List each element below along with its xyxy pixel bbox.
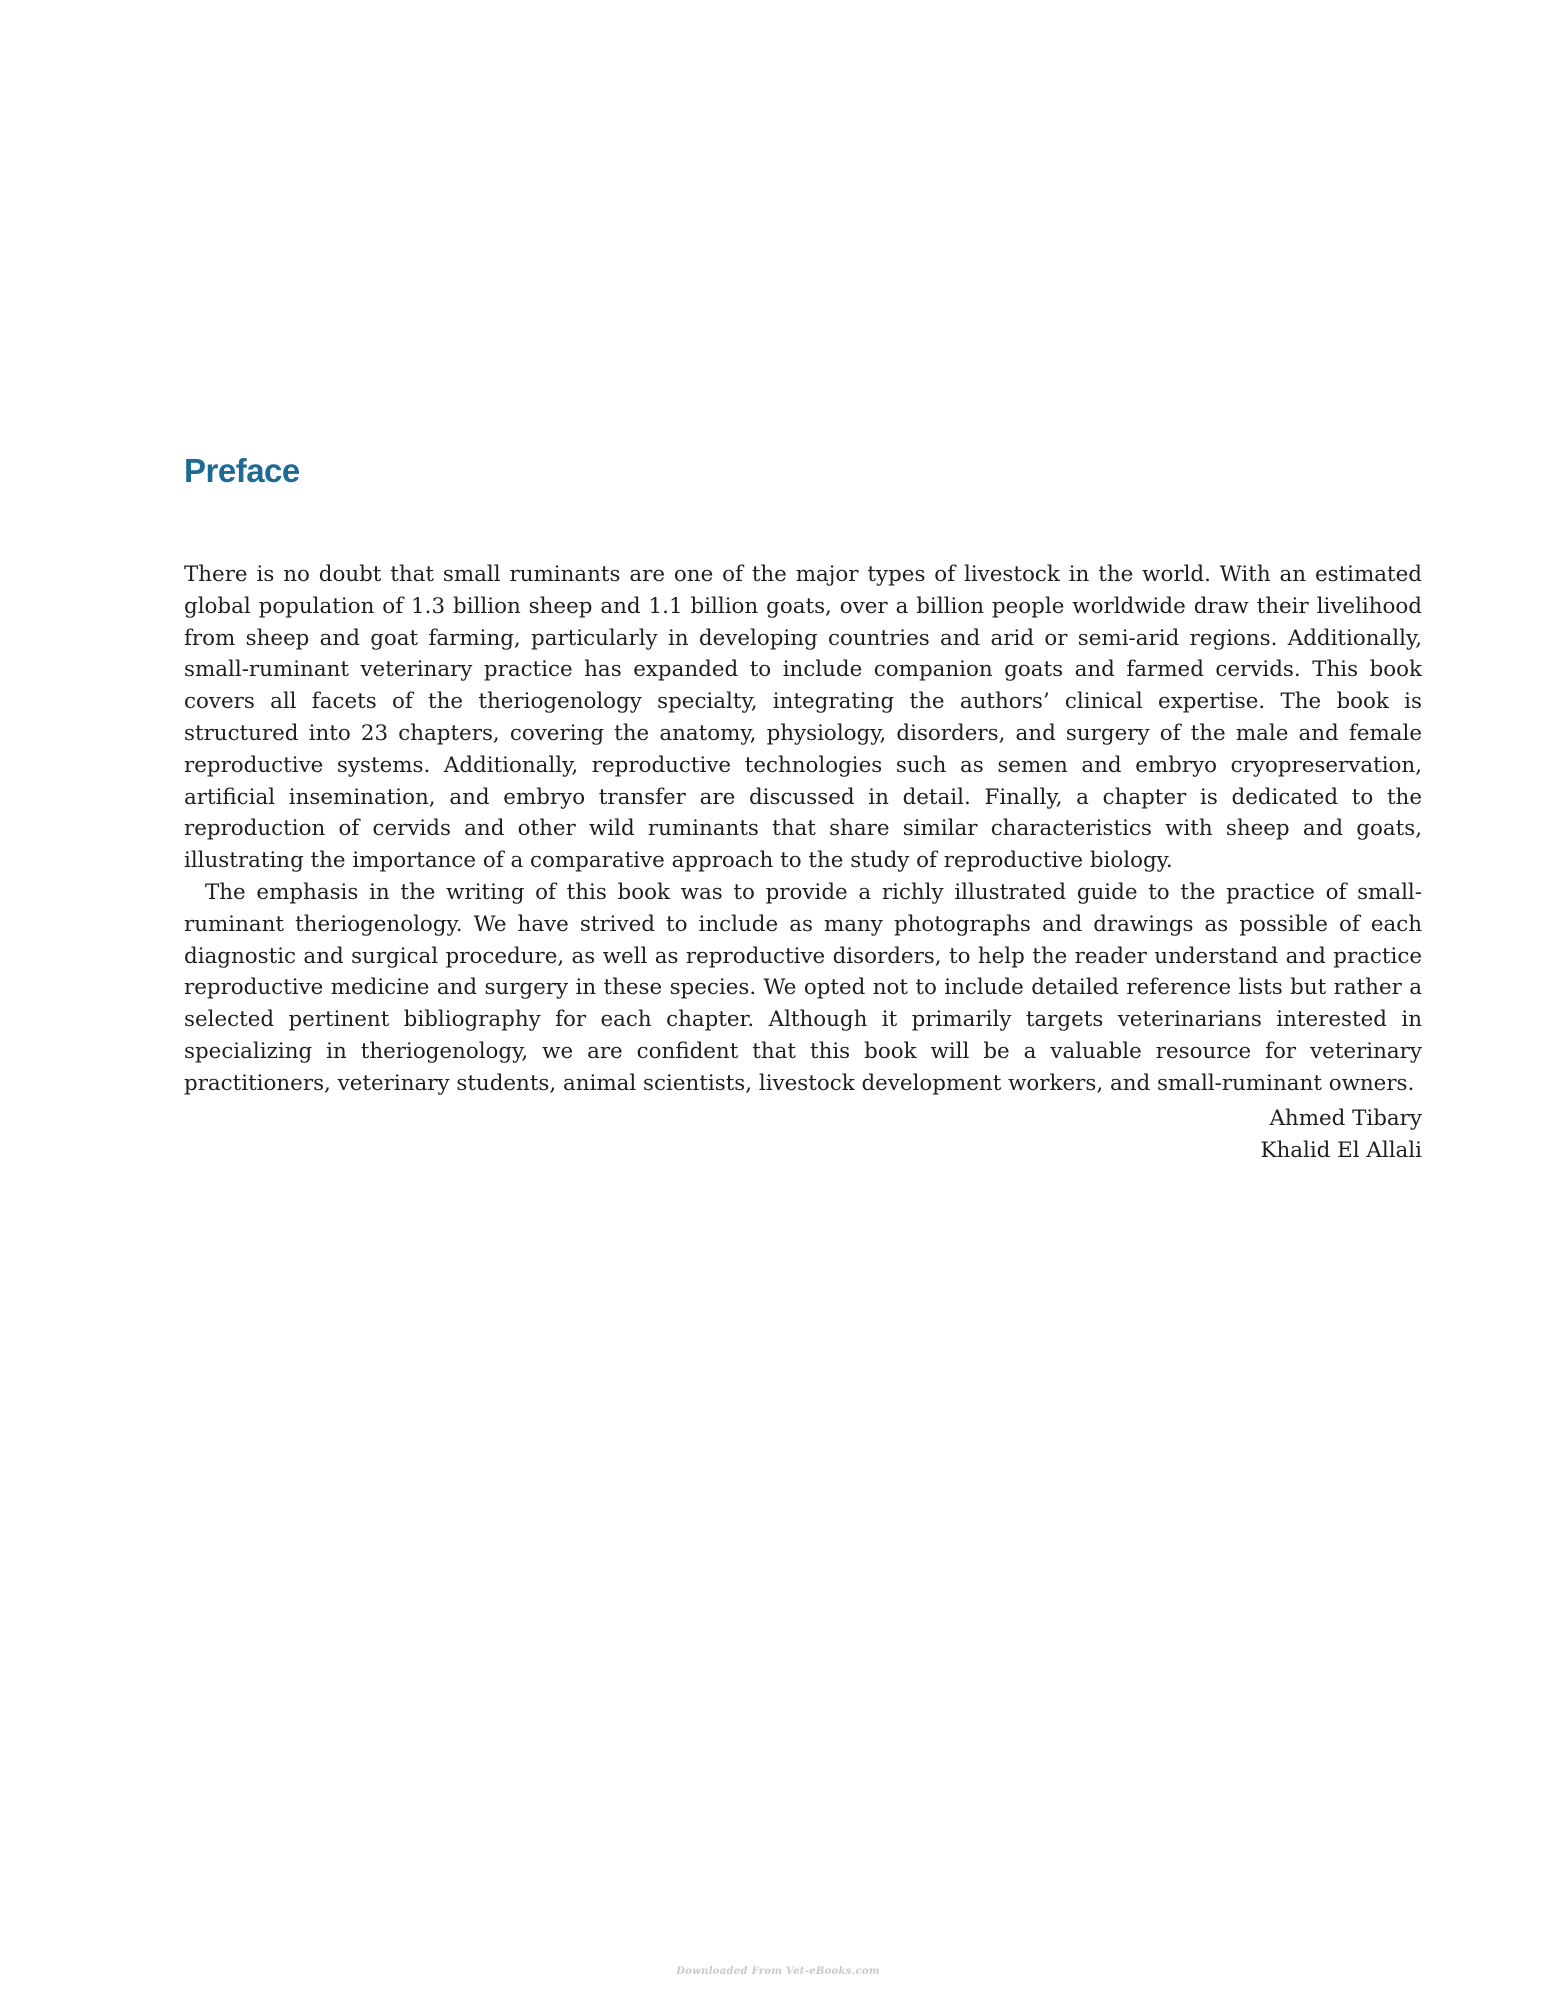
author-name: Ahmed Tibary — [1269, 1106, 1422, 1131]
author-signatures — [1260, 1103, 1422, 1167]
download-watermark: Downloaded From Vet-eBooks.com — [676, 1966, 880, 1977]
author-name: Khalid El Allali — [1260, 1137, 1422, 1163]
preface-paragraph-1: There is no doubt that small ruminants are one of the major types of livestock in the world. With an estimated global population of 1.3 billion sheep and 1.1 billion goats, over a billion people worldwide draw their livelihood from sheep and goat farming, particularly in developing countries and arid or semi-arid regions. Additionally, small-ruminant veterinary practice has expanded to include companion goats and farmed cervids. This book covers all facets of the theriogenology specialty, integrating the authors’ clinical expertise. The book is structured into 23 chapters, covering the anatomy, physiology, disorders, and surgery of the male and female reproductive systems. Additionally, reproductive technologies such as semen and embryo cryopreservation, artificial insemination, and embryo transfer are discussed in detail. Finally, a chapter is dedicated to the reproduction of cervids and other wild ruminants that share similar characteristics with sheep and goats, illustrating the importance of a comparative approach to the study of reproductive biology. — [184, 562, 1422, 874]
page-title: Preface — [184, 452, 300, 489]
preface-paragraph-2: The emphasis in the writing of this book was to provide a richly illustrated guide to the practice of small-ruminant theriogenology. We have strived to include as many photographs and drawings as possible of each diagnostic and surgical procedure, as well as reproductive disorders, to help the reader understand and practice reproductive medicine and surgery in these species. We opted not to include detailed reference lists but rather a selected pertinent bibliography for each chapter. Although it primarily targets veterinarians interested in specializing in theriogenology, we are confident that this book will be a valuable resource for veterinary practitioners, veterinary students, animal scientists, livestock development workers, and small-ruminant owners. — [184, 879, 1422, 1096]
preface-body — [184, 559, 1422, 1100]
